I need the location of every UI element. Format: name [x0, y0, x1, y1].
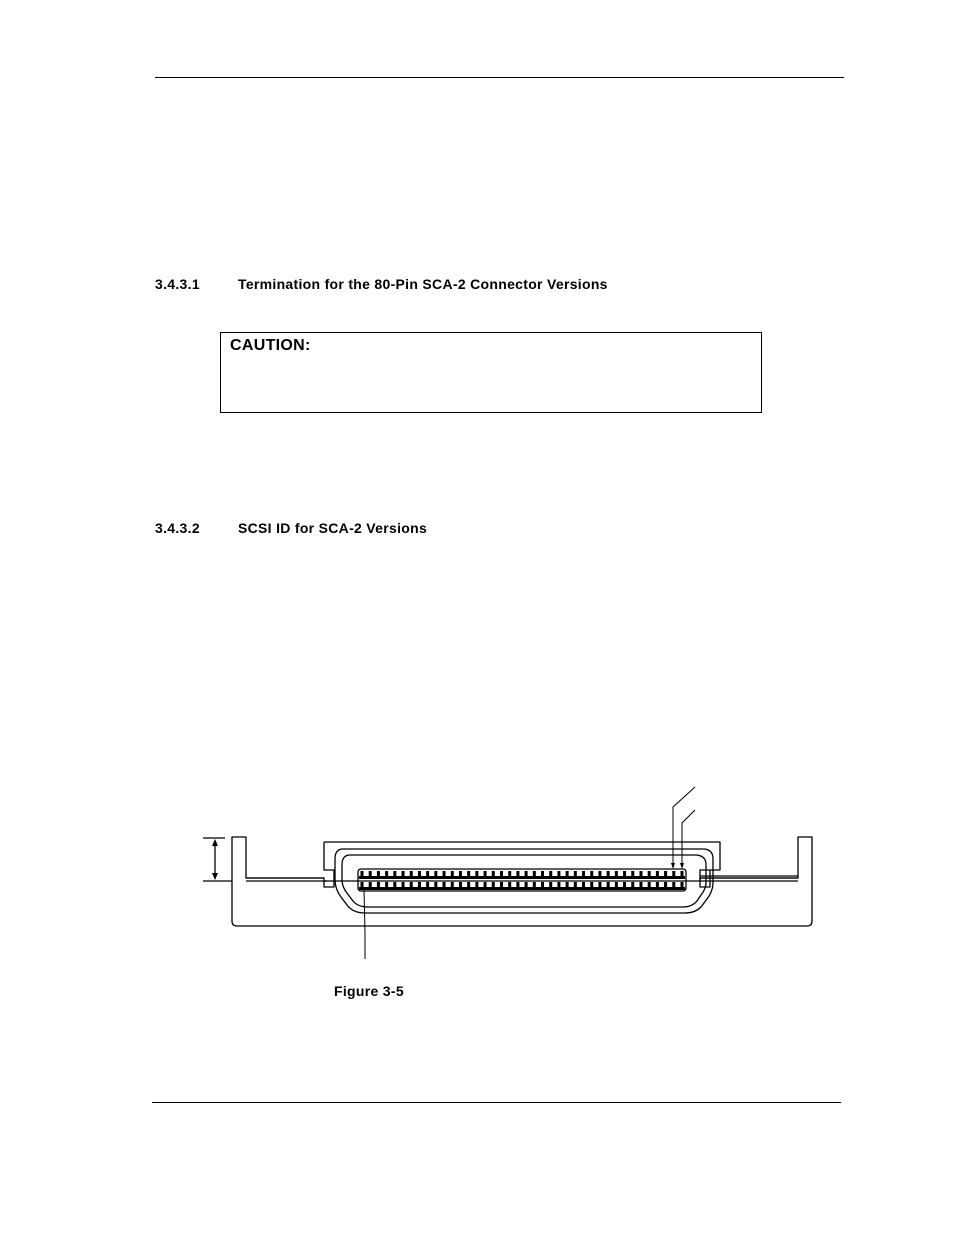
pin-top	[467, 871, 470, 879]
pin-row-bottom	[359, 882, 685, 890]
pin-bottom	[459, 882, 462, 890]
pin-bottom	[557, 882, 560, 890]
pin-top	[459, 871, 462, 879]
connector-drawing	[195, 775, 825, 965]
pin-top	[681, 871, 684, 879]
pin-bottom	[664, 882, 667, 890]
pin-top	[500, 871, 503, 879]
leader-line-pin-b	[682, 810, 695, 865]
pin-top	[410, 871, 413, 879]
caution-label: CAUTION:	[230, 337, 311, 354]
figure-caption: Figure 3-5	[334, 983, 404, 999]
pin-top	[557, 871, 560, 879]
pin-bottom	[402, 882, 405, 890]
pin-top	[648, 871, 651, 879]
pin-bottom	[566, 882, 569, 890]
pin-row-bar	[359, 887, 685, 890]
pin-top	[598, 871, 601, 879]
pin-top	[590, 871, 593, 879]
pin-top	[615, 871, 618, 879]
pin-bottom	[426, 882, 429, 890]
pin-top	[607, 871, 610, 879]
pin-bottom	[525, 882, 528, 890]
pin-bottom	[467, 882, 470, 890]
pin-bottom	[574, 882, 577, 890]
pin-top	[566, 871, 569, 879]
section-heading-termination	[155, 276, 608, 292]
leader-arrow-pin-a	[671, 863, 675, 869]
pin-top	[475, 871, 478, 879]
pin-bottom	[475, 882, 478, 890]
pin-top	[492, 871, 495, 879]
pin-top	[672, 871, 675, 879]
pin-bottom	[418, 882, 421, 890]
pin-bottom	[451, 882, 454, 890]
pin-row-top	[359, 871, 685, 879]
pin-bottom	[500, 882, 503, 890]
pin-bottom	[607, 882, 610, 890]
right-rail	[700, 876, 798, 881]
pin-bottom	[615, 882, 618, 890]
pin-top	[639, 871, 642, 879]
pin-bottom	[533, 882, 536, 890]
leader-line-pin-a	[673, 787, 695, 865]
pin-bottom	[672, 882, 675, 890]
pin-bottom	[549, 882, 552, 890]
pin-bottom	[631, 882, 634, 890]
pin-top	[402, 871, 405, 879]
sca2-connector-figure	[195, 775, 825, 965]
pin-bottom	[516, 882, 519, 890]
pin-top	[582, 871, 585, 879]
leader-arrow-pin-b	[680, 863, 684, 869]
pin-top	[361, 871, 364, 879]
pin-top	[385, 871, 388, 879]
pin-top	[541, 871, 544, 879]
pin-top	[484, 871, 487, 879]
pin-top	[525, 871, 528, 879]
pin-top	[418, 871, 421, 879]
height-dimension	[203, 838, 232, 881]
pin-top	[434, 871, 437, 879]
pin-bottom	[434, 882, 437, 890]
pin-bottom	[484, 882, 487, 890]
pin-top	[369, 871, 372, 879]
pin-bottom	[598, 882, 601, 890]
pin-bottom	[410, 882, 413, 890]
caution-box	[220, 332, 762, 413]
pin-top	[656, 871, 659, 879]
pin-top	[377, 871, 380, 879]
section-title: SCSI ID for SCA-2 Versions	[238, 520, 428, 536]
dimension-arrow-down	[212, 873, 218, 880]
pin-top	[443, 871, 446, 879]
pin-bottom	[369, 882, 372, 890]
section-number: 3.4.3.2	[155, 520, 200, 536]
pin-bottom	[590, 882, 593, 890]
pin-top	[508, 871, 511, 879]
leader-line-pin-1	[364, 889, 365, 959]
left-rail	[246, 878, 327, 881]
pin-bottom	[541, 882, 544, 890]
section-heading-scsi-id	[155, 520, 427, 536]
pin-bottom	[582, 882, 585, 890]
section-number: 3.4.3.1	[155, 276, 200, 292]
pin-bottom	[648, 882, 651, 890]
pin-row-bar	[359, 876, 685, 879]
pin-top	[549, 871, 552, 879]
pin-bottom	[639, 882, 642, 890]
pin-bottom	[508, 882, 511, 890]
pin-top	[631, 871, 634, 879]
pin-bottom	[656, 882, 659, 890]
header-rule	[155, 77, 844, 78]
pin-bottom	[443, 882, 446, 890]
dimension-arrow-up	[212, 839, 218, 846]
pin-bottom	[361, 882, 364, 890]
pin-top	[664, 871, 667, 879]
pin-bottom	[385, 882, 388, 890]
pin-bottom	[492, 882, 495, 890]
pin-bottom	[377, 882, 380, 890]
pin-top	[393, 871, 396, 879]
footer-rule	[152, 1102, 841, 1103]
pin-top	[623, 871, 626, 879]
pin-top	[516, 871, 519, 879]
section-title: Termination for the 80-Pin SCA-2 Connector Versions	[238, 276, 608, 292]
pin-top	[574, 871, 577, 879]
pin-bottom	[681, 882, 684, 890]
pin-bottom	[393, 882, 396, 890]
pin-bottom	[623, 882, 626, 890]
pin-top	[426, 871, 429, 879]
pin-top	[533, 871, 536, 879]
pin-top	[451, 871, 454, 879]
